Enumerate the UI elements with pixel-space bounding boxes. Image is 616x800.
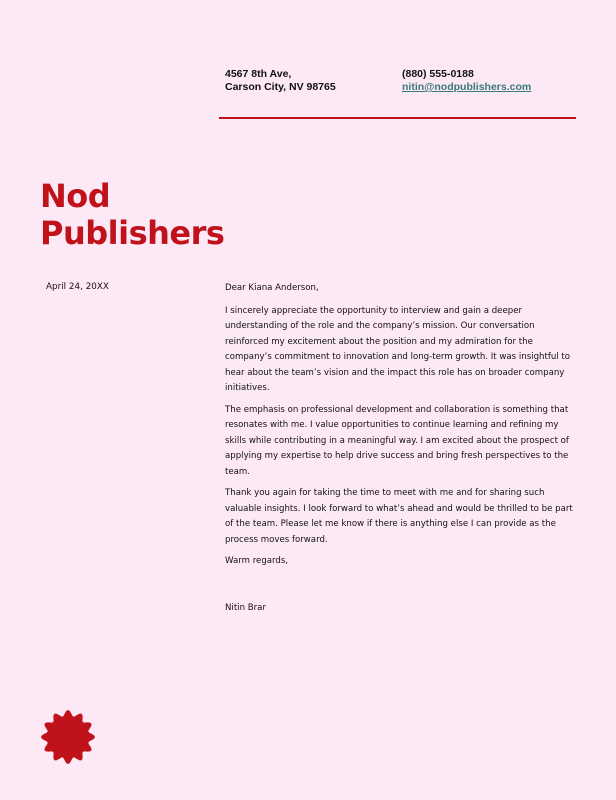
contact-phone-email bbox=[402, 68, 531, 94]
paragraph-2: The emphasis on professional development and collaboration is something that resonates with me. I value opportunities to continue learning and refining my skills while contributing in a meaningful way. I am excited about the prospect of applying my expertise to help drive success and bring fresh perspectives to the team. bbox=[225, 404, 569, 477]
address-line-2: Carson City, NV 98765 bbox=[225, 81, 336, 93]
company-name-line-1: Nod bbox=[40, 177, 111, 215]
company-name bbox=[40, 178, 224, 252]
contact-address bbox=[225, 68, 336, 94]
seal-icon bbox=[40, 709, 96, 765]
paragraph-3: Thank you again for taking the time to meet with me and for sharing such valuable insights. I look forward to what’s ahead and would be thrilled to be part of the team. Please let me know if there is anything else I can provide as the process moves forward. bbox=[225, 488, 573, 545]
signature-name: Nitin Brar bbox=[225, 603, 266, 613]
paragraph-1: I sincerely appreciate the opportunity to interview and gain a deeper understanding of the role and the company’s mission. Our conversation reinforced my excitement about the position and my admiration for the company’s commitment to innovation and long-term growth. It was insightful to hear about the team’s vision and the impact this role has on broader company initiatives. bbox=[225, 305, 571, 393]
email-link[interactable]: nitin@nodpublishers.com bbox=[402, 81, 532, 93]
letter-body bbox=[225, 281, 577, 613]
letter-date: April 24, 20XX bbox=[46, 282, 109, 292]
salutation: Dear Kiana Anderson, bbox=[225, 283, 319, 293]
phone-number: (880) 555-0188 bbox=[402, 68, 474, 80]
company-name-line-2: Publishers bbox=[40, 214, 225, 252]
header-divider bbox=[219, 117, 576, 119]
address-line-1: 4567 8th Ave, bbox=[225, 68, 292, 80]
closing: Warm regards, bbox=[225, 556, 289, 566]
